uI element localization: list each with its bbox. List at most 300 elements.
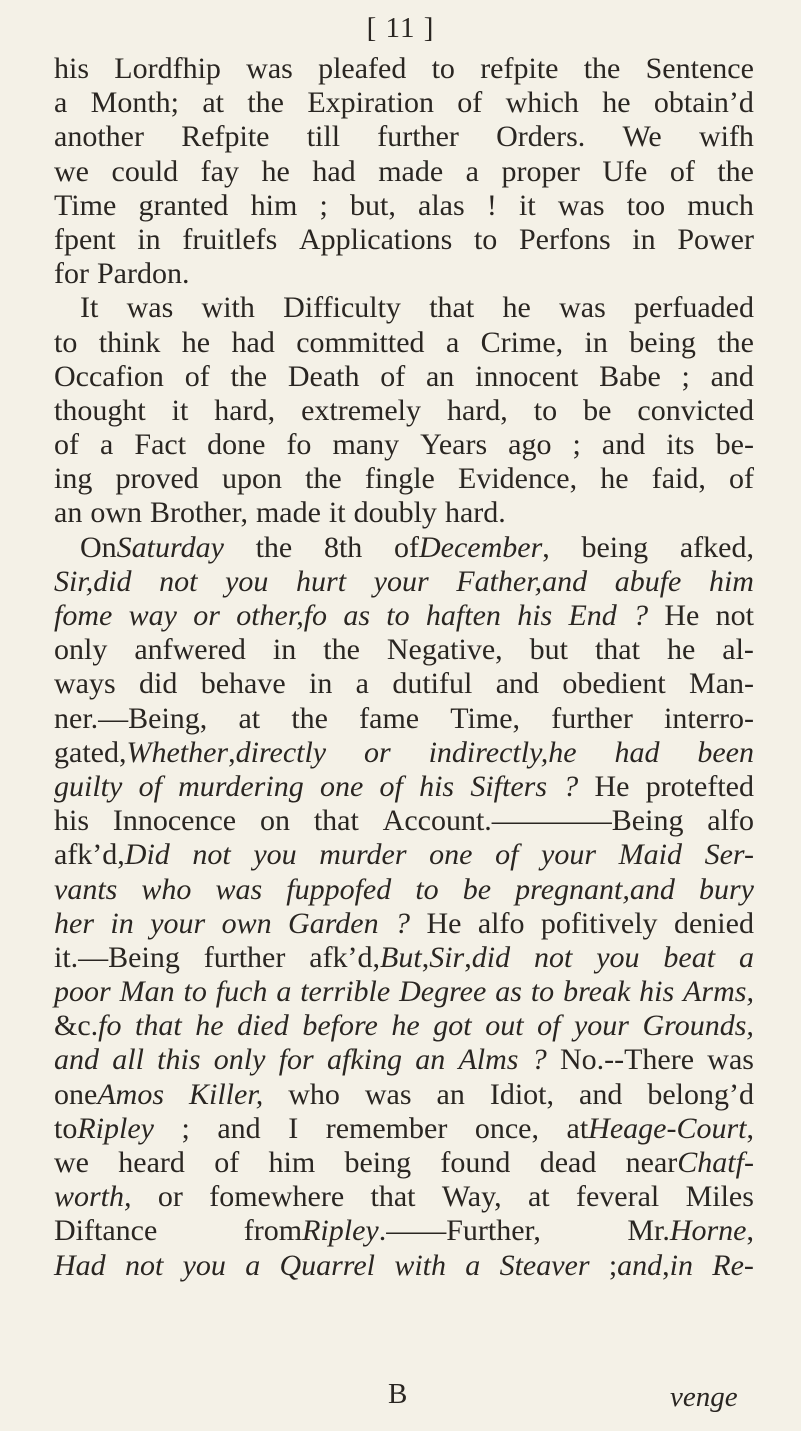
word: afked, — [679, 530, 754, 564]
word: of — [214, 1146, 240, 1179]
word: Difficulty — [283, 291, 401, 325]
word: fromRipley.——Further, — [243, 1214, 541, 1248]
word: many — [332, 428, 400, 462]
word: ner.—Being, — [54, 701, 208, 735]
word: its — [666, 428, 695, 462]
word: was — [707, 1043, 754, 1077]
word: ; — [572, 428, 581, 462]
word: but, — [350, 188, 396, 222]
word: a — [100, 428, 114, 462]
italic-word: way — [128, 599, 177, 632]
word: that — [313, 804, 359, 838]
word: granted — [138, 188, 229, 222]
word: thought — [54, 393, 146, 427]
italic-word: fome — [54, 599, 113, 632]
italic-word: been — [697, 735, 754, 769]
word: Perfons — [518, 222, 611, 256]
word: Years — [420, 428, 488, 462]
word: the — [717, 325, 754, 359]
word: that — [594, 633, 640, 667]
text-line — [54, 120, 754, 154]
word: he — [600, 462, 629, 496]
word: only — [54, 633, 108, 667]
word: with — [201, 291, 255, 325]
italic-word: fuch — [215, 975, 268, 1009]
text-line — [54, 1249, 754, 1283]
italic-word: this — [157, 1043, 201, 1077]
italic-word: Man — [119, 975, 175, 1009]
italic-word: ? — [531, 1043, 547, 1077]
word: in — [308, 667, 333, 701]
word: further — [203, 940, 286, 974]
italic-word: one — [429, 838, 473, 872]
word: it.—Being — [54, 940, 180, 974]
italic-word: ? — [563, 769, 579, 803]
italic-word: had — [614, 735, 660, 769]
word: Account.————Being — [382, 804, 684, 838]
word: we — [54, 1146, 89, 1179]
text-line — [54, 291, 754, 325]
word: of — [729, 462, 754, 496]
word: was — [557, 188, 605, 222]
italic-word: with — [394, 1248, 446, 1282]
text-line — [54, 496, 754, 530]
word: who — [288, 1077, 340, 1111]
italic-word: ? — [633, 599, 649, 632]
word: ! — [486, 188, 497, 222]
italic-word: not — [533, 940, 573, 974]
word: in — [632, 222, 656, 256]
page-footer — [0, 1378, 801, 1418]
word: Crime, — [480, 325, 564, 359]
word: of — [669, 154, 695, 188]
word: and — [710, 359, 754, 393]
word: hard, — [214, 393, 276, 427]
italic-word: Garden — [288, 906, 379, 940]
italic-word: terrible — [300, 975, 391, 1009]
word: made — [255, 496, 321, 530]
word: at — [238, 701, 261, 735]
italic-word: Killer, — [189, 1077, 264, 1111]
word: Lordfhip — [114, 52, 221, 85]
italic-word: or — [364, 735, 391, 769]
word: obedient — [562, 667, 666, 701]
word: innocent — [475, 359, 579, 393]
text-line — [54, 189, 754, 223]
text-line — [54, 907, 754, 941]
word: alas — [418, 188, 465, 222]
italic-word: Alms — [458, 1043, 519, 1077]
text-line — [54, 1214, 754, 1248]
word: Fact — [134, 428, 187, 462]
italic-word: to — [530, 975, 555, 1009]
word: protefted — [645, 769, 754, 803]
word: the — [291, 701, 328, 735]
word: extremely — [301, 393, 422, 427]
word: in — [272, 633, 297, 667]
word: he — [602, 86, 631, 120]
text-line — [54, 633, 754, 667]
word: the — [323, 633, 360, 667]
word: ; — [181, 1111, 190, 1145]
word: Applications — [298, 222, 453, 256]
word: at — [527, 1180, 550, 1214]
word: be- — [715, 428, 754, 462]
word: Sentence — [645, 52, 754, 85]
word: he — [181, 325, 211, 359]
word: Occafion — [54, 359, 164, 393]
italic-word: got — [433, 1009, 472, 1043]
italic-word: as — [495, 975, 522, 1009]
body-text — [54, 52, 754, 1283]
word: Time — [54, 188, 117, 222]
word: fpent — [54, 222, 116, 256]
text-line — [54, 257, 754, 291]
page-number: [ 11 ] — [366, 12, 435, 44]
word: on — [259, 804, 290, 838]
text-line — [54, 599, 754, 633]
word: Time, — [450, 701, 521, 735]
word: found — [440, 1146, 511, 1179]
word: No.--There — [559, 1043, 695, 1077]
word: afk’d,Did — [54, 838, 170, 872]
word: that — [429, 291, 475, 325]
italic-word: a — [465, 1248, 481, 1282]
text-line — [54, 1078, 754, 1112]
italic-word: to — [183, 975, 207, 1009]
word: till — [306, 120, 341, 154]
word: He — [664, 599, 700, 632]
word: a — [465, 154, 479, 188]
italic-word: ? — [395, 906, 411, 940]
word: further — [551, 701, 633, 735]
word: he — [666, 633, 696, 667]
italic-word: Steaver — [499, 1248, 590, 1282]
text-line — [54, 667, 754, 701]
italic-word: not — [124, 1248, 164, 1282]
italic-word: Sir,did — [54, 564, 132, 598]
italic-word: you — [225, 564, 269, 598]
text-line — [54, 531, 754, 565]
italic-word: you — [253, 838, 297, 872]
word: afk’d,But,Sir,did — [309, 940, 511, 974]
word: dead — [539, 1146, 597, 1179]
text-line — [54, 804, 754, 838]
italic-word: before — [302, 1009, 378, 1043]
word: the — [717, 154, 754, 188]
word: Negative, — [386, 633, 503, 667]
word: done — [207, 428, 266, 462]
italic-word: Sifters — [470, 769, 547, 803]
italic-word: your — [541, 838, 597, 872]
word: OnSaturday — [80, 530, 224, 564]
italic-word: Degree — [399, 975, 487, 1009]
italic-word: his — [517, 599, 553, 632]
italic-word: a — [738, 940, 754, 974]
word: alfo — [707, 804, 754, 838]
word: atHeage-Court, — [566, 1111, 754, 1145]
word: and — [217, 1111, 261, 1145]
text-line — [54, 462, 754, 496]
word: be — [583, 393, 612, 427]
word: to — [431, 52, 455, 85]
italic-word: Re- — [712, 1248, 754, 1282]
italic-word: haften — [425, 599, 501, 632]
word: gated,Whether,directly — [54, 735, 327, 769]
word: the — [305, 462, 342, 496]
word: had — [231, 325, 275, 359]
word: ways — [54, 667, 116, 701]
italic-word: his — [419, 769, 455, 803]
italic-word: her — [54, 906, 94, 940]
word: Man- — [689, 667, 754, 701]
italic-word: you — [182, 1248, 226, 1282]
word: behave — [200, 667, 286, 701]
word: for — [54, 257, 89, 291]
word: ;and,in — [608, 1248, 693, 1282]
word: denied — [673, 906, 754, 940]
word: nearChatf- — [625, 1146, 754, 1179]
word: an — [54, 496, 83, 530]
word: ofDecember, — [394, 530, 550, 564]
italic-word: End — [568, 599, 617, 632]
text-line — [54, 223, 754, 257]
word: Babe — [599, 359, 661, 393]
word: the — [255, 530, 293, 564]
word: It — [80, 291, 99, 325]
word: Refpite — [181, 120, 270, 154]
text-line — [54, 770, 754, 804]
word: or — [157, 1180, 183, 1214]
word: fomewhere — [209, 1180, 345, 1214]
italic-word: hurt — [296, 564, 347, 598]
word: him — [268, 1146, 316, 1179]
word: was — [364, 1077, 412, 1111]
word: he — [502, 291, 531, 325]
word: once, — [474, 1111, 539, 1145]
text-line — [54, 360, 754, 394]
italic-word: Father,and — [456, 564, 588, 598]
word: ; — [681, 359, 690, 393]
word: toRipley — [54, 1111, 154, 1145]
italic-word: your — [573, 1009, 629, 1043]
word: it — [171, 393, 189, 427]
text-line — [54, 736, 754, 770]
italic-word: murdering — [178, 769, 304, 803]
italic-word: Maid — [618, 838, 682, 872]
word: had — [312, 154, 356, 188]
word: Expiration — [307, 86, 434, 120]
word: being — [629, 325, 696, 359]
italic-word: worth, — [54, 1180, 132, 1214]
word: alfo — [477, 906, 525, 940]
italic-word: and — [54, 1043, 99, 1077]
text-line — [54, 155, 754, 189]
italic-word: Ser- — [704, 838, 754, 872]
italic-word: to — [415, 872, 439, 906]
word: pleafed — [318, 52, 407, 85]
italic-word: your — [373, 564, 429, 598]
word: He — [426, 906, 462, 940]
word: belong’d — [647, 1077, 754, 1111]
word: proper — [501, 154, 580, 188]
word: a — [54, 86, 68, 120]
signature-mark: B — [388, 1378, 408, 1410]
word: ing — [54, 462, 93, 496]
text-line — [54, 1146, 754, 1180]
text-line — [54, 1112, 754, 1146]
word: the — [230, 359, 268, 393]
word: to — [54, 325, 78, 359]
italic-word: Quarrel — [279, 1248, 376, 1282]
word: own — [90, 496, 142, 530]
word: doubly — [353, 496, 437, 530]
word: anfwered — [134, 633, 246, 667]
word: and — [495, 667, 540, 701]
italic-word: fuppofed — [286, 872, 392, 906]
italic-word: that — [135, 1009, 182, 1043]
italic-word: poor — [54, 975, 111, 1009]
word: remember — [325, 1111, 448, 1145]
word: much — [687, 188, 754, 222]
italic-word: he — [195, 1009, 224, 1043]
italic-word: of — [537, 1009, 561, 1043]
italic-word: beat — [663, 940, 716, 974]
word: obtain’d — [653, 86, 754, 120]
word: of — [54, 428, 79, 462]
word: ago — [508, 428, 552, 462]
text-line — [54, 838, 754, 872]
word: being — [344, 1146, 412, 1179]
italic-word: afking — [326, 1043, 402, 1077]
text-line — [54, 975, 754, 1009]
italic-word: vants — [54, 872, 118, 906]
italic-word: all — [112, 1043, 144, 1077]
italic-word: own — [221, 906, 272, 940]
word: fingle — [364, 462, 435, 496]
word: upon — [221, 462, 282, 496]
text-line — [54, 565, 754, 599]
word: 8th — [323, 530, 363, 564]
word: wifh — [698, 120, 754, 154]
text-line — [54, 394, 754, 428]
italic-word: an — [415, 1043, 446, 1077]
text-line — [54, 1009, 754, 1043]
word: an — [425, 359, 455, 393]
word: but — [529, 633, 568, 667]
word: hard. — [444, 496, 506, 530]
word: convicted — [637, 393, 754, 427]
word: fruitlefs — [182, 222, 278, 256]
word: we — [54, 154, 89, 188]
catchword: venge — [670, 1381, 738, 1413]
italic-word: indirectly,he — [428, 735, 577, 769]
word: hard, — [446, 393, 508, 427]
word: I — [288, 1111, 299, 1145]
word: &c.fo — [54, 1009, 122, 1043]
word: it — [519, 188, 536, 222]
italic-word: murder — [319, 838, 407, 872]
italic-word: not — [192, 838, 231, 872]
italic-word: your — [150, 906, 206, 940]
italic-word: Arms, — [683, 975, 754, 1009]
word: and — [601, 428, 646, 462]
italic-word: he — [391, 1009, 420, 1043]
word: which — [505, 86, 579, 120]
word: interro- — [664, 701, 754, 735]
italic-word: Had — [54, 1248, 106, 1282]
word: Idiot, — [489, 1077, 555, 1111]
word: to — [533, 393, 558, 427]
word: he — [261, 154, 290, 188]
word: committed — [296, 325, 425, 359]
word: fame — [359, 701, 420, 735]
italic-word: to — [386, 599, 410, 632]
word: made — [378, 154, 444, 188]
word: of — [457, 86, 483, 120]
italic-word: who — [141, 872, 192, 906]
word: and — [579, 1077, 623, 1111]
word: the — [247, 86, 284, 120]
word: We — [622, 120, 662, 154]
word: Power — [677, 222, 754, 256]
word: Brother, — [150, 496, 248, 530]
text-line — [54, 1180, 754, 1214]
word: in — [137, 222, 161, 256]
word: too — [626, 188, 666, 222]
italic-word: a — [245, 1248, 261, 1282]
text-line — [54, 873, 754, 907]
word: fo — [286, 428, 312, 462]
word: perfuaded — [634, 291, 754, 325]
word: an — [436, 1077, 465, 1111]
word: Death — [287, 359, 360, 393]
italic-word: of — [138, 769, 162, 803]
italic-word: guilty — [54, 769, 123, 803]
word: feveral — [575, 1180, 660, 1214]
text-line — [54, 702, 754, 736]
word: a — [355, 667, 369, 701]
word: Way, — [441, 1180, 502, 1214]
italic-word: only — [213, 1043, 266, 1077]
italic-word: pregnant,and — [515, 872, 675, 906]
word: not — [715, 599, 754, 632]
italic-word: bury — [698, 872, 754, 906]
italic-word: a — [276, 975, 292, 1009]
word: to — [473, 222, 498, 256]
italic-word: be — [462, 872, 492, 906]
italic-word: abufe — [614, 564, 682, 598]
word: his — [54, 804, 90, 838]
italic-word: was — [215, 872, 263, 906]
word: Miles — [685, 1180, 754, 1214]
word: fay — [200, 154, 239, 188]
word: Diftance — [54, 1214, 158, 1248]
italic-word: out — [485, 1009, 524, 1043]
word: was — [126, 291, 174, 325]
word: Month; — [90, 86, 180, 120]
italic-word: died — [237, 1009, 289, 1043]
word: was — [246, 52, 293, 85]
word: think — [98, 325, 161, 359]
word: his — [54, 52, 90, 85]
italic-word: for — [278, 1043, 314, 1077]
word: refpite — [480, 52, 559, 85]
word: further — [377, 120, 459, 154]
italic-word: one — [319, 769, 364, 803]
italic-word: break — [563, 975, 631, 1009]
italic-word: not — [159, 564, 198, 598]
